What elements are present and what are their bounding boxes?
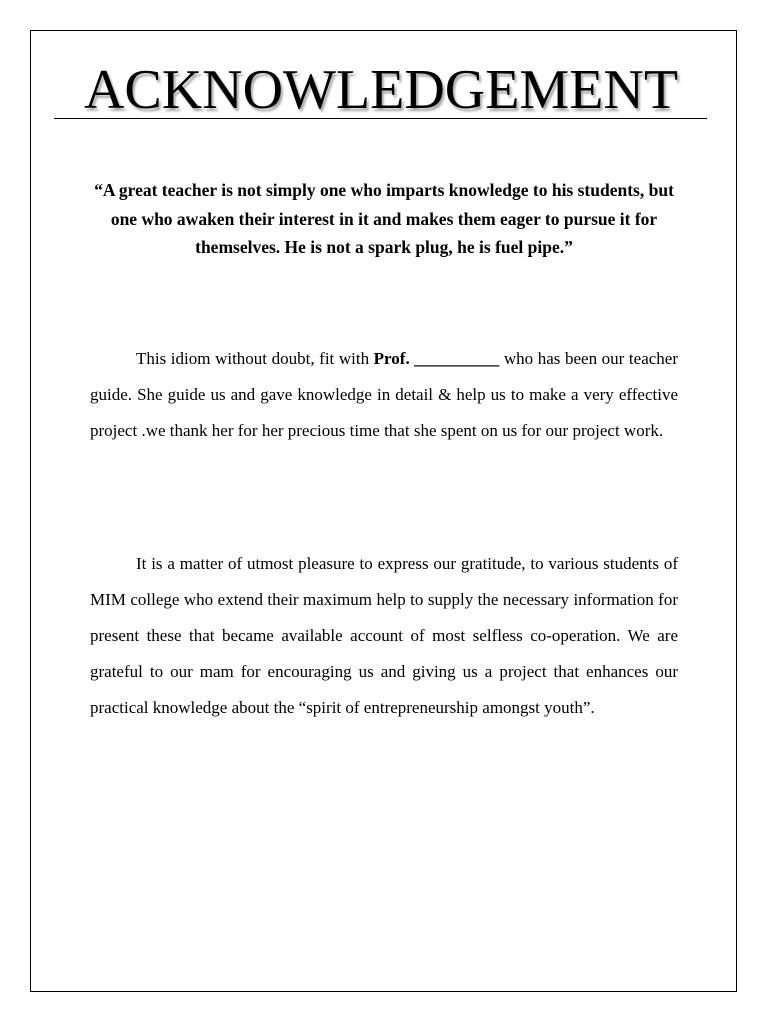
open-quote-mark: “ [298,698,307,717]
paragraph-1-intro: This idiom without doubt, fit with [136,349,374,368]
paragraph-teacher-thanks [90,341,678,449]
spirit-of-phrase: spirit of [306,698,360,717]
opening-quote: “A great teacher is not simply one who imparts knowledge to his students, but one who awaken their interest in it and makes them eager to pursue it for themselves. He is not a spark plug, he is fuel pipe.” [94,180,674,257]
prof-label: Prof. [373,349,410,368]
prof-name-blank: __________ [409,349,500,368]
page-border [30,30,737,992]
paragraph-1-body: who has been our teacher guide. She guide us and gave knowledge in detail & help us to make a very effective project .we thank her for her precious time that she spent on us for our project work. [90,349,678,440]
paragraph-gratitude [90,546,678,726]
paragraph-2-body: It is a matter of utmost pleasure to express our gratitude, to various students of MIM college who extend their maximum help to supply the necessary information for present these that became available account of most selfless co-operation. We are grateful to our mam for encouraging us and giving us a project that enhances our practical knowledge about the [90,554,678,717]
page-title: ACKNOWLEDGEMENT [83,59,679,121]
paragraph-2-tail: entrepreneurship amongst youth”. [359,698,595,717]
title-underline [54,118,707,119]
